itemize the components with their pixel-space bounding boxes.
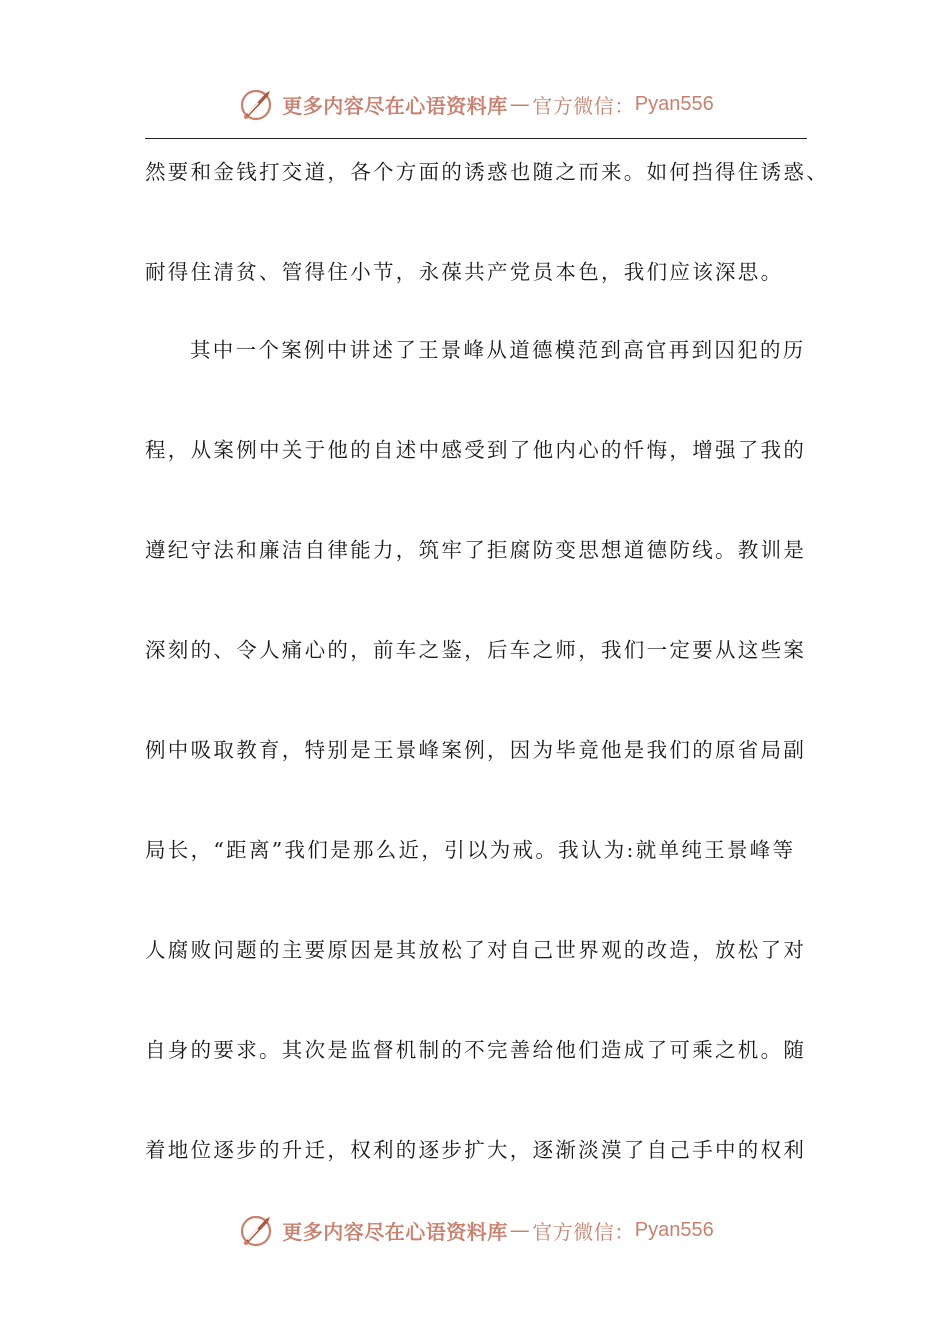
banner-dash: —	[509, 1218, 531, 1242]
banner-wechat-id: Pyan556	[634, 1218, 714, 1241]
body-line: 着地位逐步的升迁，权利的逐步扩大，逐渐淡漠了自己手中的权利	[145, 1138, 807, 1162]
body-line: 然要和金钱打交道，各个方面的诱惑也随之而来。如何挡得住诱惑、	[145, 160, 829, 184]
quill-pen-logo-icon	[236, 84, 276, 124]
banner-brand-text: 更多内容尽在心语资料库	[282, 1219, 508, 1244]
banner-wechat-label: 官方微信：	[532, 1219, 635, 1244]
body-line: 例中吸取教育，特别是王景峰案例，因为毕竟他是我们的原省局副	[145, 738, 807, 762]
banner-dash: —	[509, 92, 531, 116]
body-line: 局长，“距离”我们是那么近，引以为戒。我认为:就单纯王景峰等	[145, 838, 796, 862]
document-body	[145, 148, 829, 1226]
body-line: 深刻的、令人痛心的，前车之鉴，后车之师，我们一定要从这些案	[145, 638, 807, 662]
banner-wechat-label: 官方微信：	[532, 93, 635, 118]
header-watermark-banner	[0, 82, 950, 126]
header-divider	[145, 138, 807, 139]
body-line: 人腐败问题的主要原因是其放松了对自己世界观的改造，放松了对	[145, 938, 807, 962]
body-line: 自身的要求。其次是监督机制的不完善给他们造成了可乘之机。随	[145, 1038, 807, 1062]
quill-pen-logo-icon	[236, 1210, 276, 1250]
banner-brand-text: 更多内容尽在心语资料库	[282, 93, 508, 118]
footer-watermark-banner	[0, 1208, 950, 1252]
body-line: 遵纪守法和廉洁自律能力，筑牢了拒腐防变思想道德防线。教训是	[145, 538, 807, 562]
banner-wechat-id: Pyan556	[634, 92, 714, 115]
paragraph-first-line: 其中一个案例中讲述了王景峰从道德模范到高官再到囚犯的历	[190, 338, 806, 362]
body-line: 程，从案例中关于他的自述中感受到了他内心的忏悔，增强了我的	[145, 438, 807, 462]
body-line: 耐得住清贫、管得住小节，永葆共产党员本色，我们应该深思。	[145, 260, 784, 284]
